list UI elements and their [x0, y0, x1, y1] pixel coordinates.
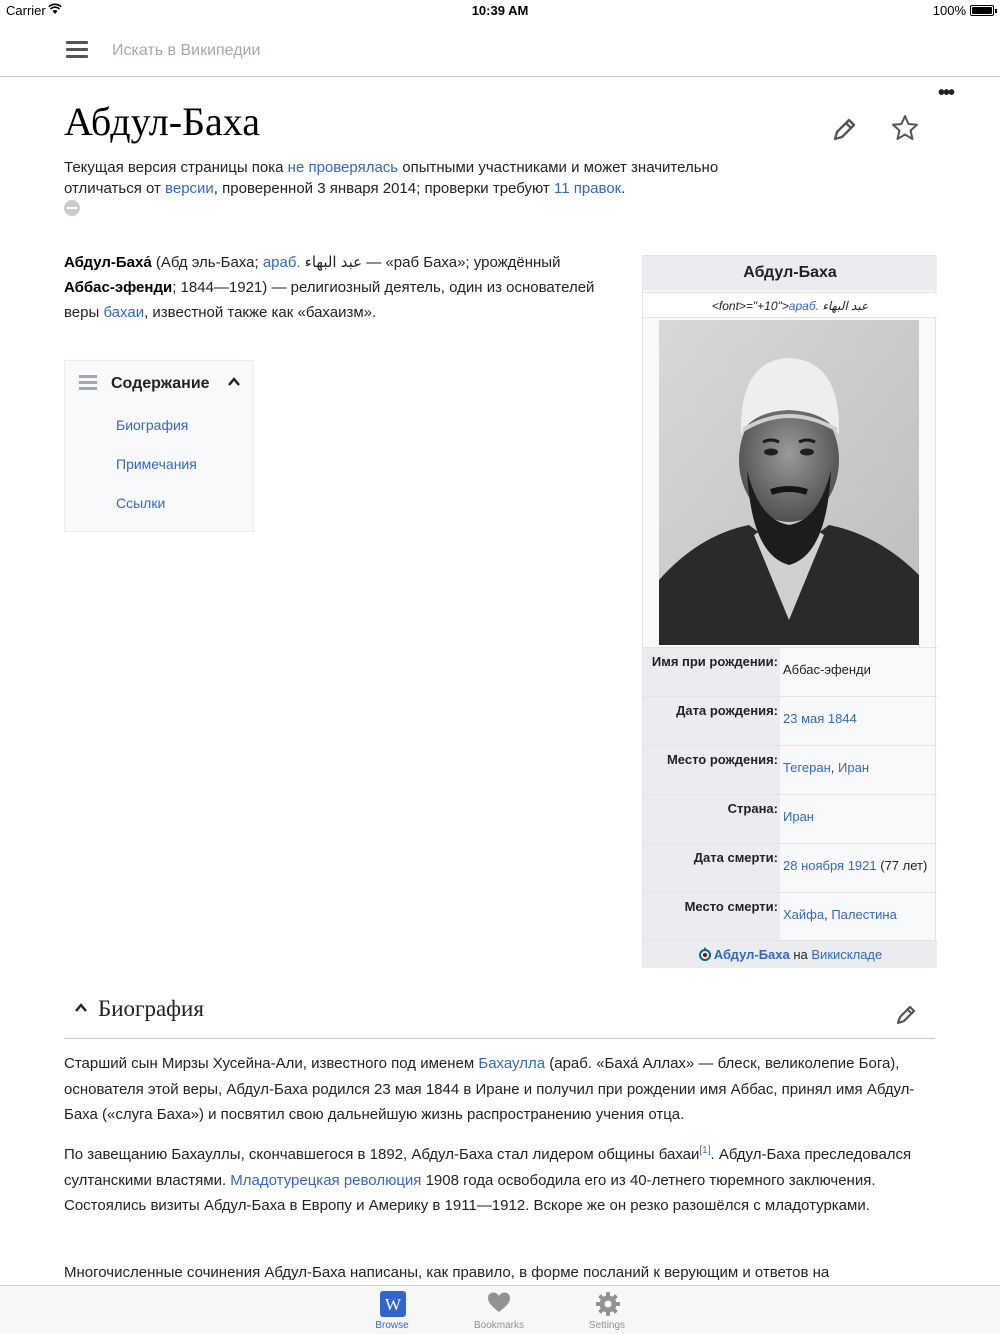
paragraph-text: . Абдул-Баха преследовался султанскими властями. — [64, 1146, 912, 1189]
heart-icon — [487, 1291, 511, 1315]
tab-label: Browse — [375, 1320, 409, 1331]
paragraph-text: Многочисленные сочинения Абдул-Баха написаны, как правило, в форме посланий к верующим и ответов на — [64, 1264, 830, 1281]
infobox-row-birth-place — [643, 745, 937, 793]
clock: 10:39 AM — [471, 3, 529, 18]
palestine-link[interactable]: Палестина — [831, 907, 897, 922]
battery-icon — [970, 5, 994, 16]
toc-link-biography[interactable]: Биография — [116, 417, 189, 433]
toc-item[interactable] — [116, 456, 197, 495]
star-icon[interactable] — [890, 113, 920, 143]
infobox — [642, 255, 936, 968]
birth-name-value: Аббас-эфенди — [783, 662, 871, 677]
subtitle-markup-text: <font>="+10"> — [711, 299, 789, 313]
infobox-row-birth-date — [643, 696, 937, 744]
version-link[interactable]: версии — [165, 180, 214, 197]
young-turk-revolution-link[interactable]: Младотурецкая революция — [230, 1171, 422, 1189]
portrait-photo[interactable] — [659, 320, 919, 645]
battery-percent: 100% — [932, 3, 966, 18]
toc-item[interactable] — [116, 417, 197, 456]
row-value — [783, 760, 869, 775]
table-of-contents — [64, 360, 254, 532]
arabic-link[interactable]: араб. — [262, 254, 301, 271]
menu-icon[interactable] — [66, 41, 88, 59]
article-intro — [64, 250, 604, 325]
paragraph-text: (араб. «Баха́ Аллах» — блеск, великолепие Бога), основателя этой веры, Абдул-Баха родился 23 мая 1844 в Иране и получил при рождении имя Аббас, принял имя Абдул-Баха («слуга Баха») и посвятил свою дальнейшую жизнь распространению учения отца. — [64, 1055, 915, 1123]
review-notice — [64, 157, 784, 199]
commons-link[interactable]: Викискладе — [811, 947, 883, 962]
age-text: (77 лет) — [876, 858, 928, 873]
tehran-link[interactable]: Тегеран — [783, 760, 831, 775]
infobox-title: Абдул-Баха — [643, 256, 937, 290]
paragraph-text: 1908 года освободила его из 40-летнего тюремного заключения. Состоялись визиты Абдул-Баха в Европу и Америку в 1911—1912. Вскоре же он резко разошёлся с младотурками. — [64, 1171, 876, 1214]
row-label: Место рождения: — [643, 746, 780, 794]
row-label: Место смерти: — [643, 893, 780, 941]
arabic-name: عبد البهاء — [818, 299, 869, 313]
paragraph-text: Старший сын Мирзы Хусейна-Али, известного под именем — [64, 1055, 479, 1072]
section-title: Биография — [98, 996, 204, 1021]
tab-settings[interactable] — [562, 1286, 652, 1334]
search-header — [0, 22, 1000, 77]
tab-label: Settings — [588, 1320, 626, 1331]
row-label: Дата рождения: — [643, 697, 780, 745]
infobox-commons-footer — [643, 940, 937, 968]
page-title: Абдул-Баха — [64, 99, 261, 144]
intro-bold-birthname: Аббас-эфенди — [64, 279, 173, 296]
edit-icon[interactable] — [830, 114, 860, 144]
unreviewed-link[interactable]: не проверялась — [287, 159, 399, 176]
search-input[interactable] — [112, 40, 612, 62]
carrier-label: Carrier — [6, 3, 46, 18]
tab-bookmarks[interactable] — [454, 1286, 544, 1334]
chevron-up-icon[interactable] — [227, 375, 241, 389]
arabic-link[interactable]: араб. — [788, 299, 819, 313]
toc-item[interactable] — [116, 495, 197, 534]
chevron-up-icon[interactable] — [74, 1001, 88, 1015]
intro-text: ; 1844—1921) — религиозный деятель, один из основателей веры — [64, 279, 595, 321]
notice-text: Текущая версия страницы пока — [64, 159, 288, 176]
intro-text: (Абд эль-Баха; — [151, 254, 263, 271]
infobox-row-death-date — [643, 843, 937, 891]
intro-text: عبد البهاء — «раб Баха»; урождённый — [300, 254, 561, 271]
infobox-row-birth-name — [643, 647, 937, 695]
reference-link[interactable]: [1] — [699, 1145, 711, 1156]
country-link[interactable]: Иран — [783, 809, 814, 824]
bahai-link[interactable]: бахаи — [103, 304, 145, 321]
paragraph-text: По завещанию Бахауллы, скончавшегося в 1892, Абдул-Баха стал лидером общины бахаи — [64, 1146, 700, 1163]
toc-link-notes[interactable]: Примечания — [116, 456, 197, 472]
birth-date-link[interactable]: 23 мая 1844 — [783, 711, 857, 726]
intro-text: , известной также как «бахаизм». — [144, 304, 377, 321]
toc-title[interactable]: Содержание — [111, 375, 210, 392]
wikipedia-w-icon — [380, 1291, 406, 1317]
separator: , — [824, 907, 832, 922]
haifa-link[interactable]: Хайфа — [783, 907, 825, 922]
infobox-row-country — [643, 794, 937, 842]
bahaullah-link[interactable]: Бахаулла — [478, 1055, 546, 1072]
tab-label: Bookmarks — [473, 1320, 524, 1331]
biography-paragraph-3 — [64, 1260, 934, 1286]
commons-subject-link[interactable]: Абдул-Баха — [713, 947, 790, 962]
footer-text: на — [789, 947, 812, 962]
section-edit-icon[interactable] — [894, 1001, 920, 1027]
row-label: Дата смерти: — [643, 844, 780, 892]
iran-link[interactable]: Иран — [838, 760, 869, 775]
notice-text: , проверенной 3 января 2014; проверки требуют — [213, 180, 554, 197]
biography-paragraph-2 — [64, 1142, 934, 1219]
gear-icon — [595, 1291, 621, 1317]
svg-text:W: W — [384, 1295, 402, 1314]
separator: , — [830, 760, 839, 775]
notice-text: . — [621, 180, 626, 197]
tab-browse[interactable] — [347, 1286, 437, 1334]
row-value — [783, 809, 814, 824]
row-value — [783, 907, 897, 922]
section-header-biography[interactable] — [64, 993, 935, 1039]
row-value — [783, 662, 871, 677]
death-date-link[interactable]: 28 ноября 1921 — [783, 858, 877, 873]
more-options-icon[interactable]: ••• — [938, 82, 954, 104]
row-value — [783, 858, 927, 873]
row-label: Имя при рождении: — [643, 648, 780, 696]
row-label: Страна: — [643, 795, 780, 843]
intro-bold-name: Абдул-Баха́ — [64, 254, 152, 271]
tab-bar — [0, 1285, 1000, 1334]
toc-link-links[interactable]: Ссылки — [116, 495, 166, 511]
pending-edits-link[interactable]: 11 правок — [553, 180, 622, 197]
infobox-subtitle — [643, 292, 937, 318]
infobox-row-death-place — [643, 892, 937, 940]
row-value — [783, 711, 857, 726]
status-bar — [0, 0, 1000, 22]
list-icon — [79, 375, 97, 393]
biography-paragraph-1 — [64, 1051, 934, 1128]
collapse-notice-icon[interactable] — [64, 200, 80, 216]
notice-text: опытными участниками и может значительно отличаться от — [64, 159, 719, 197]
wikimedia-commons-icon — [698, 947, 712, 961]
